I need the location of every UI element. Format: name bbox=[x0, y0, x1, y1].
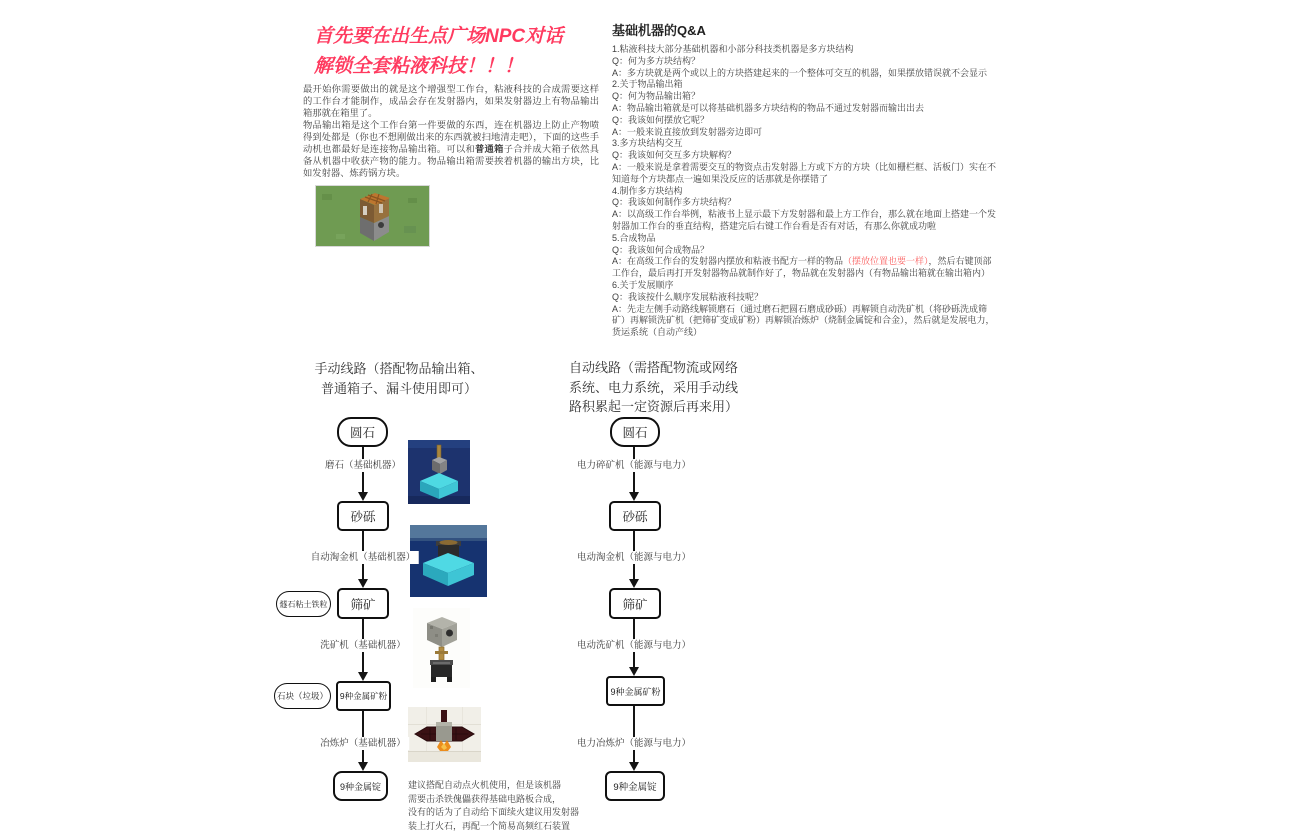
note-line4: 装上打火石，再配一个简易高频红石装置 bbox=[408, 820, 571, 831]
manual-flow-note bbox=[408, 779, 579, 833]
qa-line-red-highlight: （摆放位置也要一样） bbox=[843, 256, 929, 267]
flow-arrow-head bbox=[629, 762, 639, 771]
auto-flow-header-line2: 系统、电力系统，采用手动线 bbox=[569, 379, 739, 395]
manual-flow-header-line2: 普通箱子、漏斗使用即可） bbox=[320, 380, 477, 396]
page-title bbox=[314, 22, 563, 82]
qa-line: Q：我该按什么顺序发展粘液科技呢？ bbox=[612, 291, 764, 302]
intro-paragraph-1 bbox=[303, 83, 599, 119]
figure-automatic-gold-pan-screenshot bbox=[410, 525, 487, 597]
flow-arrow-line bbox=[633, 706, 635, 762]
page-title-line2: 解锁全套粘液科技！！！ bbox=[314, 56, 524, 77]
qa-line: A：先走左侧手动路线解锁磨石（通过磨石把圆石磨成砂砾）再解锁自动洗矿机（将砂砾洗成筛矿）再解锁洗矿机（把筛矿变成矿粉）再解锁冶炼炉（烧制金属锭和合金），然后就是发展电力，货运系统（自动产线） bbox=[612, 303, 995, 338]
qa-line: Q：何为物品输出箱？ bbox=[612, 91, 701, 102]
qa-line: Q：我该如何摆放它呢？ bbox=[612, 114, 710, 125]
intro-p1-text: 最开始你需要做出的就是这个增强型工作台，粘液科技的合成需要这样的工作台才能制作，成品会存在发射器内，如果发射器边上有物品输出箱那就在箱里了。 bbox=[303, 84, 599, 118]
auto-flow-header-line1: 自动线路（需搭配物流或网络 bbox=[569, 360, 739, 375]
manual-edge-gold-pan: 自动淘金机（基础机器） bbox=[308, 551, 419, 564]
figure-ore-washer-screenshot bbox=[413, 608, 470, 688]
manual-edge-grind-stone: 磨石（基础机器） bbox=[322, 459, 404, 472]
flow-arrow-head bbox=[358, 762, 368, 771]
flow-arrow-head bbox=[629, 667, 639, 676]
auto-node-gravel: 砂砾 bbox=[609, 501, 661, 531]
auto-edge-electric-ore-washer: 电动洗矿机（能源与电力） bbox=[574, 639, 694, 652]
auto-edge-electric-smeltery: 电力冶炼炉（能源与电力） bbox=[574, 737, 694, 750]
flow-arrow-head bbox=[358, 579, 368, 588]
manual-side-node-flint-clay-iron: 燧石粘土铁粒 bbox=[276, 591, 331, 617]
manual-edge-smeltery: 冶炼炉（基础机器） bbox=[317, 737, 409, 750]
qa-line: A：以高级工作台举例，粘液书上显示最下方发射器和最上方工作台，那么就在地面上搭建一个发射器加工作台的垂直结构，搭建完后右键工作台看是否有对话，有那么你就成功啦 bbox=[612, 209, 997, 231]
manual-node-gravel: 砂砾 bbox=[337, 501, 389, 531]
manual-node-metal-ingots: 9种金属锭 bbox=[333, 771, 388, 801]
qa-title: 基础机器的Q&A bbox=[612, 23, 706, 38]
figure-enhanced-workbench-screenshot bbox=[315, 185, 430, 247]
qa-line: Q：何为多方块结构？ bbox=[612, 55, 701, 66]
qa-line: Q：我该如何制作多方块结构？ bbox=[612, 197, 737, 208]
intro-text bbox=[303, 83, 599, 179]
note-line3: 没有的话为了自动给下面续火建议用发射器 bbox=[408, 807, 580, 817]
flow-arrow-head bbox=[629, 492, 639, 501]
qa-line-before: A：在高级工作台的发射器内摆放和粘液书配方一样的物品 bbox=[612, 256, 844, 267]
qa-line: 6.关于发展顺序 bbox=[612, 279, 674, 290]
page-title-line1: 首先要在出生点广场NPC对话 bbox=[314, 26, 564, 47]
note-line2: 需要击杀铁傀儡获得基础电路板合成， bbox=[408, 793, 562, 804]
flow-arrow-head bbox=[358, 672, 368, 681]
manual-side-node-stone-junk: 石块（垃圾） bbox=[274, 683, 331, 709]
qa-section bbox=[612, 20, 998, 339]
auto-node-cobblestone: 圆石 bbox=[610, 417, 660, 447]
note-line1: 建议搭配自动点火机使用，但是该机器 bbox=[408, 780, 562, 790]
manual-node-sifted-ore: 筛矿 bbox=[337, 588, 389, 619]
qa-line: A：一般来说直接放到发射器旁边即可 bbox=[612, 126, 763, 137]
qa-line-with-highlight bbox=[612, 256, 998, 280]
auto-flow-header-line3: 路积累起一定资源后再来用） bbox=[569, 399, 739, 414]
qa-line-after: ，然后右键顶部工作台，最后再打开发射器物品就制作好了，物品就在发射器内（有物品输出箱就在输出箱内） bbox=[612, 256, 992, 279]
intro-paragraph-2 bbox=[303, 119, 599, 179]
manual-node-cobblestone: 圆石 bbox=[337, 417, 388, 447]
qa-line: 4.制作多方块结构 bbox=[612, 185, 683, 196]
qa-line: Q：我该如何交互多方块解构？ bbox=[612, 150, 737, 161]
qa-line: 2.关于物品输出箱 bbox=[612, 79, 683, 90]
auto-edge-electric-crusher: 电力碎矿机（能源与电力） bbox=[574, 459, 694, 472]
figure-smeltery-screenshot bbox=[408, 707, 481, 762]
auto-node-metal-dusts: 9种金属矿粉 bbox=[606, 676, 665, 706]
qa-line: 1.粘液科技大部分基础机器和小部分科技类机器是多方块结构 bbox=[612, 44, 854, 54]
qa-line: 5.合成物品 bbox=[612, 232, 656, 243]
manual-node-metal-dusts: 9种金属矿粉 bbox=[336, 681, 391, 711]
intro-p2-bold: 普通箱 bbox=[475, 144, 504, 154]
flow-arrow-head bbox=[629, 579, 639, 588]
qa-line: Q：我该如何合成物品？ bbox=[612, 244, 710, 255]
auto-node-metal-ingots: 9种金属锭 bbox=[605, 771, 665, 801]
qa-line: A：一般来说是拿着需要交互的物资点击发射器上方或下方的方块（比如栅栏框、活板门）实在不知道每个方块都点一遍如果没反应的话那就是你摆错了 bbox=[612, 161, 997, 184]
qa-line: 3.多方块结构交互 bbox=[612, 138, 683, 149]
auto-flow-header bbox=[569, 358, 738, 417]
intro-p2-before: 物品输出箱是这个工作台第一件要做的东西，连在机器边上防止产物喷得到处都是（你也不想刚做出来的东西就被扫地清走吧），下面的这些手动机也都最好是连接物品输出箱。可以和 bbox=[303, 120, 599, 154]
manual-flow-header-line1: 手动线路（搭配物品输出箱、 bbox=[314, 361, 484, 376]
qa-line: A：物品输出箱就是可以将基础机器多方块结构的物品不通过发射器而输出出去 bbox=[612, 102, 925, 113]
figure-grind-stone-screenshot bbox=[408, 440, 470, 504]
manual-edge-ore-washer: 洗矿机（基础机器） bbox=[317, 639, 409, 652]
qa-line: A：多方块就是两个或以上的方块搭建起来的一个整体可交互的机器，如果摆放错误就不会显示 bbox=[612, 67, 988, 78]
intro-p2-after: 子合并成大箱子依然具备从机器中收获产物的能力。物品输出箱需要挨着机器的输出方块，比如发射器、炼药锅方块。 bbox=[303, 144, 599, 178]
auto-edge-electric-gold-pan: 电动淘金机（能源与电力） bbox=[574, 551, 694, 564]
manual-flow-header bbox=[303, 359, 495, 398]
auto-node-sifted-ore: 筛矿 bbox=[609, 588, 661, 619]
flow-arrow-head bbox=[358, 492, 368, 501]
